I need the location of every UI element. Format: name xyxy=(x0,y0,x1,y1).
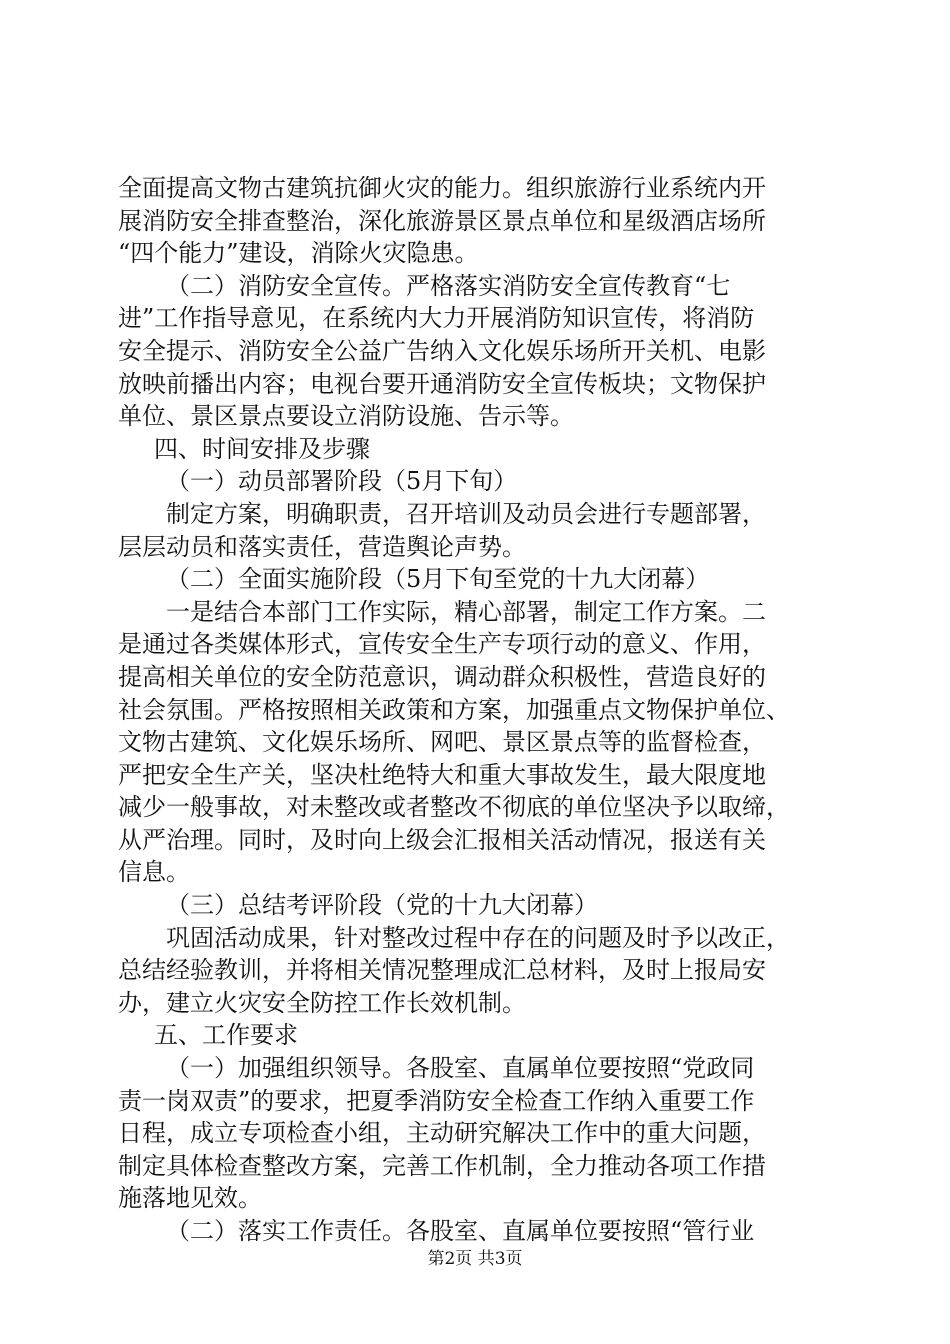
text-line: 提高相关单位的安全防范意识，调动群众积极性，营造良好的 xyxy=(118,662,766,691)
text-line: （二）全面实施阶段（5月下旬至党的十九大闭幕） xyxy=(166,565,710,594)
page-footer: 第2页 共3页 xyxy=(427,1249,523,1269)
text-line: 日程，成立专项检查小组，主动研究解决工作中的重大问题， xyxy=(118,1119,766,1148)
text-line: （二）消防安全宣传。严格落实消防安全宣传教育“七 xyxy=(166,271,731,300)
text-line: 施落地见效。 xyxy=(118,1184,262,1213)
text-line: 总结经验教训，并将相关情况整理成汇总材料，及时上报局安 xyxy=(118,956,766,985)
text-line: 层层动员和落实责任，营造舆论声势。 xyxy=(118,532,526,561)
text-line: 巩固活动成果，针对整改过程中存在的问题及时予以改正， xyxy=(166,923,790,952)
document-body xyxy=(118,172,844,1248)
text-line: 单位、景区景点要设立消防设施、告示等。 xyxy=(118,402,574,431)
text-line: 信息。 xyxy=(118,858,190,887)
text-line: 社会氛围。严格按照相关政策和方案，加强重点文物保护单位、 xyxy=(118,695,790,724)
text-line: 一是结合本部门工作实际，精心部署，制定工作方案。二 xyxy=(166,597,766,626)
text-line: 五、工作要求 xyxy=(154,1021,298,1050)
text-line: 严把安全生产关，坚决杜绝特大和重大事故发生，最大限度地 xyxy=(118,760,766,789)
text-line: （一）加强组织领导。各股室、直属单位要按照“党政同 xyxy=(166,1054,755,1083)
text-line: 安全提示、消防安全公益广告纳入文化娱乐场所开关机、电影 xyxy=(118,336,766,365)
text-line: 文物古建筑、文化娱乐场所、网吧、景区景点等的监督检查， xyxy=(118,728,766,757)
text-line: 展消防安全排查整治，深化旅游景区景点单位和星级酒店场所 xyxy=(118,206,766,235)
text-line: 放映前播出内容；电视台要开通消防安全宣传板块；文物保护 xyxy=(118,369,766,398)
text-line: 进”工作指导意见，在系统内大力开展消防知识宣传，将消防 xyxy=(118,304,755,333)
text-line: “四个能力”建设，消除火灾隐患。 xyxy=(118,239,479,268)
text-line: （一）动员部署阶段（5月下旬） xyxy=(166,467,518,496)
text-line: 制定具体检查整改方案，完善工作机制，全力推动各项工作措 xyxy=(118,1151,766,1180)
text-line: 是通过各类媒体形式，宣传安全生产专项行动的意义、作用， xyxy=(118,630,766,659)
text-line: （二）落实工作责任。各股室、直属单位要按照“管行业 xyxy=(166,1217,755,1245)
text-line: 减少一般事故，对未整改或者整改不彻底的单位坚决予以取缔， xyxy=(118,793,790,822)
text-line: 四、时间安排及步骤 xyxy=(154,434,370,463)
text-line: 从严治理。同时，及时向上级会汇报相关活动情况，报送有关 xyxy=(118,825,766,854)
text-line: 全面提高文物古建筑抗御火灾的能力。组织旅游行业系统内开 xyxy=(118,174,766,202)
text-line: 制定方案，明确职责，召开培训及动员会进行专题部署， xyxy=(166,499,766,528)
text-line: 责一岗双责”的要求，把夏季消防安全检查工作纳入重要工作 xyxy=(118,1086,755,1115)
text-line: （三）总结考评阶段（党的十九大闭幕） xyxy=(166,891,598,920)
text-line: 办，建立火灾安全防控工作长效机制。 xyxy=(118,988,526,1017)
